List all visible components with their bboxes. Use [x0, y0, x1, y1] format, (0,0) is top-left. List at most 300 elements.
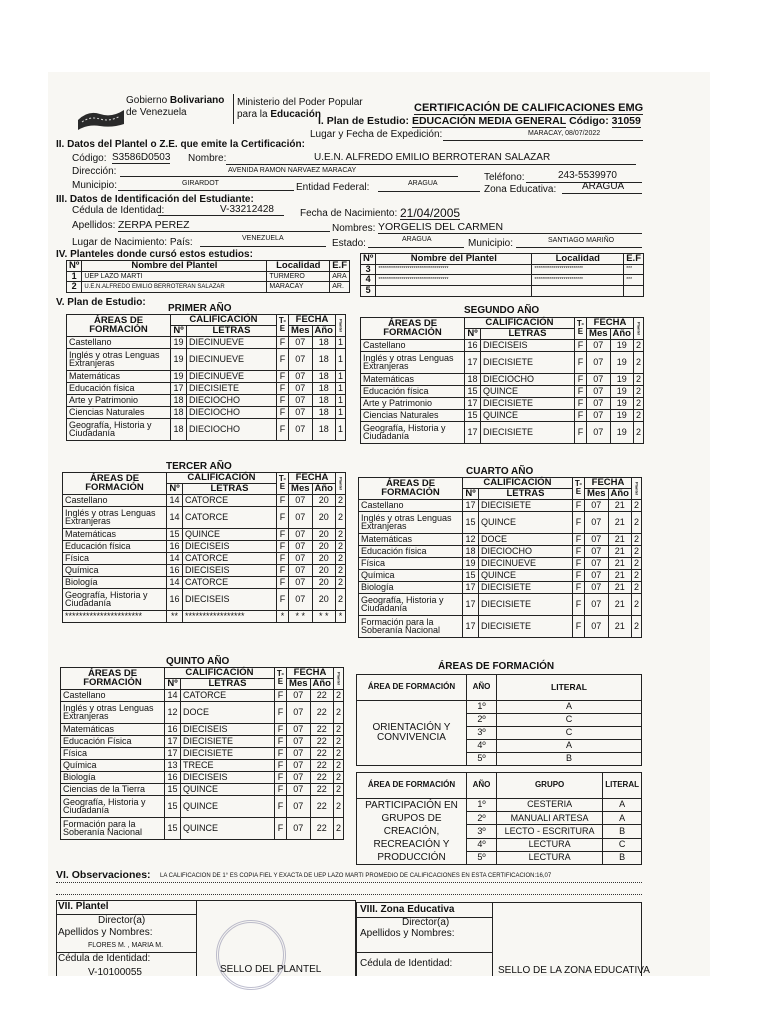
grade-year: 21: [608, 511, 631, 533]
grade-plantel: 2: [335, 540, 345, 552]
grade-month: 07: [587, 351, 610, 373]
ministry-line1: Ministerio del Poder Popular: [237, 97, 363, 108]
grade-row: [359, 615, 642, 637]
grade-te: F: [276, 552, 288, 564]
grade-month: 07: [287, 735, 310, 747]
area-name: Educación física: [359, 545, 463, 557]
grade-row: [63, 506, 346, 528]
plantel-sello-label: SELLO DEL PLANTEL: [220, 964, 322, 975]
grade-number: 19: [171, 348, 187, 370]
year-title-1: PRIMER AÑO: [168, 303, 232, 314]
grade-letters: CATORCE: [183, 506, 277, 528]
zona-apellidos-label: Apellidos y Nombres:: [360, 928, 455, 939]
area-name: Geografía, Historia y Ciudadanía: [63, 588, 167, 610]
grade-plantel: 2: [631, 545, 641, 557]
grade-month: 07: [289, 418, 312, 440]
place-date-value: MARACAY, 08/07/2022: [528, 130, 601, 137]
year-title-2: SEGUNDO AÑO: [464, 305, 540, 316]
grade-month: 07: [287, 759, 310, 771]
observaciones-label: VI. Observaciones:: [56, 869, 151, 881]
grade-row: [67, 394, 346, 406]
grade-plantel: 2: [633, 351, 643, 373]
col-areas-formacion: ÁREAS DE FORMACIÓN: [63, 473, 167, 495]
grade-year: 20: [312, 506, 335, 528]
grade-plantel: *: [335, 610, 345, 622]
area-name: Física: [61, 747, 165, 759]
grade-plantel: 2: [631, 557, 641, 569]
plantel-row: 1 UEP LAZO MARTI TURMERO ARA: [67, 271, 350, 281]
grade-plantel: 2: [333, 759, 343, 771]
grade-year: 20: [312, 576, 335, 588]
grade-number: 18: [171, 418, 187, 440]
area-name: Educación física: [67, 382, 171, 394]
grade-plantel: 2: [333, 701, 343, 723]
grade-month: 07: [287, 795, 310, 817]
grade-number: 16: [165, 771, 181, 783]
grade-number: 16: [165, 723, 181, 735]
grade-year: 22: [310, 783, 333, 795]
grade-letters: DIECIOCHO: [187, 406, 277, 418]
area-name: Arte y Patrimonio: [67, 394, 171, 406]
grade-row: [61, 747, 344, 759]
gov-line2: de Venezuela: [126, 107, 187, 118]
grade-row: [63, 588, 346, 610]
col-areas-formacion: ÁREAS DE FORMACIÓN: [359, 478, 463, 500]
grade-month: 07: [587, 397, 610, 409]
grade-letters: DIECIOCHO: [187, 394, 277, 406]
plantel-apellidos-label: Apellidos y Nombres:: [58, 927, 153, 938]
grade-plantel: 2: [333, 689, 343, 701]
grade-month: 07: [585, 581, 608, 593]
grade-te: F: [572, 499, 584, 511]
grade-year: 22: [310, 689, 333, 701]
grade-te: F: [572, 581, 584, 593]
area-name: Castellano: [361, 339, 465, 351]
grade-te: F: [574, 385, 586, 397]
col-calificacion: CALIFICACIÓN: [465, 318, 575, 329]
grade-row: [361, 351, 644, 373]
grade-row: [63, 564, 346, 576]
area-name: Física: [359, 557, 463, 569]
grade-year: 21: [608, 581, 631, 593]
grade-month: 07: [289, 494, 312, 506]
grade-month: 07: [287, 771, 310, 783]
grade-letters: DIECISEIS: [481, 339, 575, 351]
col-calificacion: CALIFICACIÓN: [165, 668, 275, 679]
grade-te: F: [276, 494, 288, 506]
gov-line1: Gobierno Bolivariano: [126, 95, 225, 106]
grade-month: 07: [289, 336, 312, 348]
year-title-5: QUINTO AÑO: [166, 656, 230, 667]
grade-row: [67, 370, 346, 382]
grade-row: [359, 581, 642, 593]
grade-month: 07: [287, 747, 310, 759]
grade-te: F: [276, 564, 288, 576]
grade-row: [359, 545, 642, 557]
planteles-table-right: Nº Nombre del Plantel Localidad E.F 3 ************************************ ************************* *** 4 ************************************ ************************* *** 5: [360, 253, 644, 297]
grade-letters: DIECINUEVE: [187, 348, 277, 370]
grade-number: 17: [463, 581, 479, 593]
grade-letters: DIECISIETE: [479, 581, 573, 593]
grade-letters: CATORCE: [181, 689, 275, 701]
grade-month: 07: [587, 421, 610, 443]
area-name: Inglés y otras Lenguas Extranjeras: [67, 348, 171, 370]
grade-year: 19: [610, 397, 633, 409]
grade-te: F: [572, 615, 584, 637]
grade-plantel: 2: [631, 593, 641, 615]
grade-number: 19: [463, 557, 479, 569]
col-plantel: Plantel: [335, 473, 345, 495]
area-name: Formación para la Soberanía Nacional: [359, 615, 463, 637]
grade-plantel: 2: [333, 795, 343, 817]
zona-director: Director(a): [402, 917, 450, 928]
grade-plantel: 2: [633, 409, 643, 421]
grade-number: 14: [167, 494, 183, 506]
grade-row: [63, 528, 346, 540]
obs-dotted-line: [56, 882, 642, 883]
grade-plantel: 2: [633, 421, 643, 443]
grade-number: 17: [171, 382, 187, 394]
entidad-label: Entidad Federal:: [296, 182, 370, 193]
col-areas-formacion: ÁREAS DE FORMACIÓN: [67, 315, 171, 337]
grade-row: [361, 373, 644, 385]
grade-te: F: [274, 689, 286, 701]
grade-te: F: [572, 545, 584, 557]
grade-row: [67, 348, 346, 370]
grade-letters: DIECISEIS: [183, 540, 277, 552]
grade-month: 07: [289, 394, 312, 406]
grades-table-year1: ÁREAS DE FORMACIÓN CALIFICACIÓN T-E FECHA Plantel Nº LETRAS Mes Año Castellano 19 DIECINUEVE F 07 18 1 Inglés y otras Lenguas Extranjeras 19 DIECINUEVE F 07 18 1 Matemáticas 19 DIECINUEVE F 07 18 1 Educación física 17 DIECISIETE F 07 18 1 Arte y Patrimonio 18 DIECIOCHO F 07 18 1 Ciencias Naturales 18 DIECIOCHO F 07 18 1 Geografía, Historia y Ciudadanía 18 DIECIOCHO F 07 18 1: [66, 314, 346, 441]
col-plantel: Plantel: [333, 668, 343, 690]
telefono-label: Teléfono:: [484, 172, 525, 183]
grade-number: 17: [465, 351, 481, 373]
grade-letters: DIECINUEVE: [479, 557, 573, 569]
grades-table-year2: ÁREAS DE FORMACIÓN CALIFICACIÓN T-E FECHA Plantel Nº LETRAS Mes Año Castellano 16 DIECISEIS F 07 19 2 Inglés y otras Lenguas Extranjeras 17 DIECISIETE F 07 19 2 Matemáticas 18 DIECIOCHO F 07 19 2 Educación física 15 QUINCE F 07 19 2 Arte y Patrimonio 17 DIECISIETE F 07 19 2 Ciencias Naturales 15 QUINCE F 07 19 2 Geografía, Historia y Ciudadanía 17 DIECISIETE F 07 19 2: [360, 317, 644, 444]
nombre-value: U.E.N. ALFREDO EMILIO BERROTERAN SALAZAR: [314, 152, 551, 163]
grade-plantel: 1: [335, 394, 345, 406]
grade-year: 18: [312, 418, 335, 440]
grade-plantel: 2: [631, 511, 641, 533]
direccion-label: Dirección:: [72, 166, 117, 177]
area-name: Inglés y otras Lenguas Extranjeras: [63, 506, 167, 528]
grade-number: 15: [165, 795, 181, 817]
col-te: T-E: [276, 315, 288, 337]
area-name: Ciencias Naturales: [67, 406, 171, 418]
grade-year: 18: [312, 382, 335, 394]
grade-year: 19: [610, 409, 633, 421]
plantel-row: 3 ************************************ ************************* ***: [361, 264, 644, 274]
grade-letters: QUINCE: [181, 795, 275, 817]
grade-plantel: 2: [335, 552, 345, 564]
grade-te: F: [574, 339, 586, 351]
orientacion-label: ORIENTACIÓN Y CONVIVENCIA: [357, 701, 467, 766]
grade-te: F: [274, 747, 286, 759]
grade-letters: CATORCE: [183, 552, 277, 564]
col-areas-formacion: ÁREAS DE FORMACIÓN: [61, 668, 165, 690]
grade-row: [359, 511, 642, 533]
grade-letters: CATORCE: [183, 494, 277, 506]
zona-sello-label: SELLO DE LA ZONA EDUCATIVA: [498, 965, 650, 976]
grade-plantel: 1: [335, 370, 345, 382]
grade-plantel: 2: [631, 499, 641, 511]
grade-year: 20: [312, 588, 335, 610]
area-name: Química: [359, 569, 463, 581]
grade-month: 07: [585, 557, 608, 569]
grade-row: [359, 569, 642, 581]
grade-letters: DIECISEIS: [181, 771, 275, 783]
grade-row: [67, 406, 346, 418]
col-te: T-E: [276, 473, 288, 495]
section5-title: V. Plan de Estudio:: [56, 297, 146, 308]
col-te: T-E: [274, 668, 286, 690]
plantel-seal-stamp: [216, 920, 286, 990]
grade-plantel: 2: [633, 385, 643, 397]
grade-year: 22: [310, 723, 333, 735]
nombre-label: Nombre:: [188, 153, 227, 164]
grade-letters: DIECISIETE: [479, 499, 573, 511]
grade-plantel: 2: [333, 723, 343, 735]
area-name: Biología: [61, 771, 165, 783]
grupos-label: PARTICIPACIÓN EN GRUPOS DE CREACIÓN, RECREACIÓN Y PRODUCCIÓN: [357, 799, 467, 865]
grade-te: F: [276, 528, 288, 540]
grade-month: 07: [289, 576, 312, 588]
col-te: T-E: [572, 478, 584, 500]
grade-letters: QUINCE: [481, 409, 575, 421]
grade-row: [61, 795, 344, 817]
telefono-value: 243-5539970: [558, 170, 617, 181]
grade-year: 21: [608, 557, 631, 569]
zona-label: Zona Educativa:: [484, 184, 557, 195]
col-calificacion: CALIFICACIÓN: [463, 478, 573, 489]
grade-row: [61, 771, 344, 783]
grade-letters: DIECISIETE: [181, 735, 275, 747]
estado-value: ARAGUA: [402, 236, 432, 243]
grade-number: 12: [463, 533, 479, 545]
grade-plantel: 2: [633, 339, 643, 351]
grades-table-year5: ÁREAS DE FORMACIÓN CALIFICACIÓN T-E FECHA Plantel Nº LETRAS Mes Año Castellano 14 CATORCE F 07 22 2 Inglés y otras Lenguas Extranjeras 12 DOCE F 07 22 2 Matemáticas 16 DIECISEIS F 07 22 2 Educación Física 17 DIECISIETE F 07 22 2 Física 17 DIECISIETE F 07 22 2 Química 13 TRECE F 07 22 2 Biología 16 DIECISEIS F 07 22 2 Ciencias de la Tierra 15 QUINCE F 07 22 2 Geografía, Historia y Ciudadanía 15 QUINCE F 07 22 2 Formación para la Soberanía Nacional 15 QUINCE F 07 22 2: [60, 667, 344, 840]
grade-te: F: [274, 759, 286, 771]
municipio-nac-label: Municipio:: [468, 238, 514, 249]
area-name: Matemáticas: [361, 373, 465, 385]
grade-plantel: 2: [333, 771, 343, 783]
grade-row: [63, 494, 346, 506]
grade-row: [67, 418, 346, 440]
pais-value: VENEZUELA: [242, 235, 284, 242]
area-name: Educación física: [63, 540, 167, 552]
grade-number: 14: [167, 506, 183, 528]
grade-te: F: [276, 336, 288, 348]
col-fecha: FECHA: [287, 668, 334, 679]
area-name: Matemáticas: [63, 528, 167, 540]
plantel-row: 2 U.E.N.ALFREDO EMILIO BERROTERAN SALAZAR MARACAY AR.: [67, 282, 350, 292]
grade-row: [361, 421, 644, 443]
col-areas-formacion: ÁREAS DE FORMACIÓN: [361, 318, 465, 340]
grade-number: 16: [167, 564, 183, 576]
grade-plantel: 1: [335, 348, 345, 370]
grade-year: 22: [310, 701, 333, 723]
grade-year: 22: [310, 735, 333, 747]
grade-year: 18: [312, 348, 335, 370]
grade-letters: CATORCE: [183, 576, 277, 588]
grade-number: 19: [171, 370, 187, 382]
grade-te: F: [274, 783, 286, 795]
plantel-apellidos-value: FLORES M. , MARIA M.: [88, 942, 164, 949]
grade-number: 17: [465, 421, 481, 443]
grade-number: 17: [463, 593, 479, 615]
grade-number: 17: [465, 397, 481, 409]
grade-te: F: [572, 569, 584, 581]
grades-table-year3: ÁREAS DE FORMACIÓN CALIFICACIÓN T-E FECHA Plantel Nº LETRAS Mes Año Castellano 14 CATORCE F 07 20 2 Inglés y otras Lenguas Extranjeras 14 CATORCE F 07 20 2 Matemáticas 15 QUINCE F 07 20 2 Educación física 16 DIECISEIS F 07 20 2 Física 14 CATORCE F 07 20 2 Química 16 DIECISEIS F 07 20 2 Biología 14 CATORCE F 07 20 2 Geografía, Historia y Ciudadanía 16 DIECISEIS F 07 20 2 ********************** ** ***************** * * * * * *: [62, 472, 346, 623]
grade-te: F: [276, 394, 288, 406]
grade-year: 20: [312, 564, 335, 576]
grupos-table: ÁREA DE FORMACIÓN AÑO GRUPO LITERAL PARTICIPACIÓN EN GRUPOS DE CREACIÓN, RECREACIÓN Y PRODUCCIÓN 1º CESTERIA A 2º MANUALI ARTESA A 3º LECTO - ESCRITURA B 4º LECTURA C 5º LECTURA B: [356, 772, 642, 865]
nacimiento-value: 21/04/2005: [400, 206, 461, 220]
grade-number: 15: [465, 385, 481, 397]
grade-plantel: 2: [333, 817, 343, 839]
grade-month: 07: [289, 540, 312, 552]
grade-letters: DIECIOCHO: [479, 545, 573, 557]
zona-cedula-label: Cédula de Identidad:: [360, 958, 453, 969]
cedula-value: V-33212428: [220, 204, 274, 215]
grade-month: 07: [585, 593, 608, 615]
nombres-value: YORGELIS DEL CARMEN: [378, 221, 504, 233]
grade-row: [361, 409, 644, 421]
grade-year: 21: [608, 545, 631, 557]
lugar-label: Lugar de Nacimiento: País:: [72, 237, 193, 248]
grade-number: 15: [463, 569, 479, 581]
grade-row: [61, 783, 344, 795]
year-title-3: TERCER AÑO: [166, 461, 232, 472]
municipio-value: GIRARDOT: [182, 180, 219, 187]
grade-te: F: [574, 397, 586, 409]
grade-row: [61, 689, 344, 701]
grade-number: 17: [463, 499, 479, 511]
grade-plantel: 2: [333, 735, 343, 747]
grade-year: 21: [608, 499, 631, 511]
grade-plantel: 2: [633, 397, 643, 409]
ministry-line2: para la Educación: [237, 109, 321, 120]
grade-letters: DOCE: [479, 533, 573, 545]
grade-year: 21: [608, 593, 631, 615]
apellidos-value: ZERPA PEREZ: [118, 219, 190, 231]
area-name: Química: [63, 564, 167, 576]
grade-letters: DIECISIETE: [181, 747, 275, 759]
area-name: Inglés y otras Lenguas Extranjeras: [361, 351, 465, 373]
grade-te: F: [276, 506, 288, 528]
grade-number: 14: [167, 576, 183, 588]
grade-letters: DIECISIETE: [481, 397, 575, 409]
grade-number: 15: [167, 528, 183, 540]
grade-number: 14: [165, 689, 181, 701]
grade-number: 18: [171, 406, 187, 418]
grade-letters: DIECISIETE: [481, 351, 575, 373]
grade-letters: DIECINUEVE: [187, 370, 277, 382]
grade-letters: DIECISIETE: [481, 421, 575, 443]
grade-te: F: [574, 373, 586, 385]
section3-title: III. Datos de Identificación del Estudiante:: [56, 194, 254, 205]
grade-plantel: 2: [631, 581, 641, 593]
col-calificacion: CALIFICACIÓN: [167, 473, 277, 484]
col-fecha: FECHA: [289, 473, 336, 484]
grade-letters: DIECIOCHO: [481, 373, 575, 385]
grade-plantel: 2: [335, 576, 345, 588]
grade-row: [361, 385, 644, 397]
nombres-label: Nombres:: [332, 223, 376, 234]
grade-year: 19: [610, 351, 633, 373]
grade-te: F: [274, 771, 286, 783]
grade-year: 21: [608, 615, 631, 637]
certificate-title: CERTIFICACIÓN DE CALIFICACIONES EMG: [414, 102, 644, 114]
venezuela-flag-logo: [76, 106, 126, 132]
header-divider: [233, 94, 234, 124]
grade-plantel: 2: [335, 494, 345, 506]
grade-te: F: [274, 735, 286, 747]
grade-te: F: [274, 701, 286, 723]
grade-te: F: [274, 795, 286, 817]
grade-month: 07: [289, 588, 312, 610]
grade-month: 07: [585, 499, 608, 511]
grade-te: F: [574, 421, 586, 443]
grade-letters: DIECISIETE: [479, 615, 573, 637]
grade-number: 16: [167, 588, 183, 610]
grade-te: F: [572, 511, 584, 533]
grade-letters: QUINCE: [481, 385, 575, 397]
grade-letters: DIECISEIS: [183, 588, 277, 610]
grade-row: [359, 499, 642, 511]
grades-table-year4: ÁREAS DE FORMACIÓN CALIFICACIÓN T-E FECHA Plantel Nº LETRAS Mes Año Castellano 17 DIECISIETE F 07 21 2 Inglés y otras Lenguas Extranjeras 15 QUINCE F 07 21 2 Matemáticas 12 DOCE F 07 21 2 Educación física 18 DIECIOCHO F 07 21 2 Física 19 DIECINUEVE F 07 21 2 Química 15 QUINCE F 07 21 2 Biología 17 DIECISIETE F 07 21 2 Geografía, Historia y Ciudadanía 17 DIECISIETE F 07 21 2 Formación para la Soberanía Nacional 17 DIECISIETE F 07 21 2: [358, 477, 642, 638]
grade-year: 20: [312, 540, 335, 552]
col-te: T-E: [574, 318, 586, 340]
grade-plantel: 2: [335, 588, 345, 610]
plantel-cedula-value: V-10100055: [88, 967, 142, 978]
grade-number: 18: [463, 545, 479, 557]
grade-te: F: [274, 723, 286, 735]
grade-plantel: 2: [633, 373, 643, 385]
grade-row: [361, 339, 644, 351]
area-name: Educación Física: [61, 735, 165, 747]
grade-year: 22: [310, 771, 333, 783]
grade-year: 18: [312, 370, 335, 382]
area-name: Inglés y otras Lenguas Extranjeras: [61, 701, 165, 723]
area-name: Ciencias Naturales: [361, 409, 465, 421]
grade-letters: DIECISEIS: [183, 564, 277, 576]
grade-month: 07: [587, 339, 610, 351]
col-calificacion: CALIFICACIÓN: [171, 315, 277, 326]
grade-month: 07: [289, 506, 312, 528]
grade-year: 19: [610, 339, 633, 351]
grade-number: 15: [165, 783, 181, 795]
grade-year: 19: [610, 373, 633, 385]
section2-title: II. Datos del Plantel o Z.E. que emite la Certificación:: [56, 139, 305, 150]
grade-row: [359, 557, 642, 569]
col-no: Nº: [67, 261, 82, 272]
col-ef: E.F: [330, 261, 350, 272]
grade-number: 15: [465, 409, 481, 421]
grade-month: 07: [585, 615, 608, 637]
municipio-nac-value: SANTIAGO MARIÑO: [548, 237, 615, 244]
area-name: Castellano: [67, 336, 171, 348]
grade-plantel: 2: [631, 533, 641, 545]
area-name: Ciencias de la Tierra: [61, 783, 165, 795]
grade-year: 21: [608, 569, 631, 581]
grade-plantel: 2: [335, 528, 345, 540]
grade-number: 16: [465, 339, 481, 351]
grade-te: F: [276, 348, 288, 370]
grade-row: [61, 723, 344, 735]
grade-row: [67, 336, 346, 348]
grade-number: 19: [171, 336, 187, 348]
col-fecha: FECHA: [585, 478, 632, 489]
